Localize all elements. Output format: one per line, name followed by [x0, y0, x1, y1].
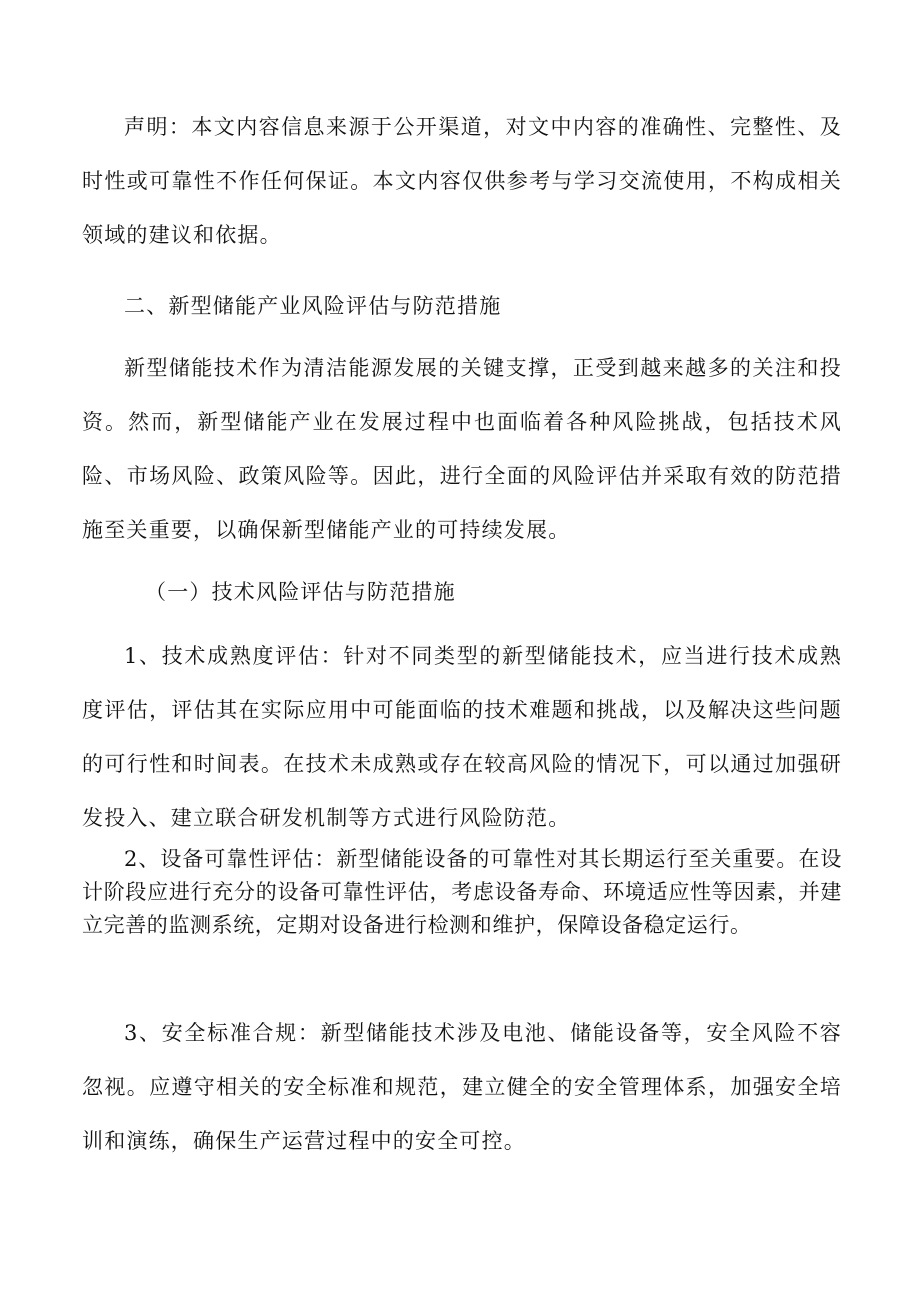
subsection-heading: （一）技术风险评估与防范措施 — [145, 580, 456, 604]
section-heading: 二、新型储能产业风险评估与防范措施 — [124, 294, 502, 318]
item-paragraph-2: 2、设备可靠性评估：新型储能设备的可靠性对其长期运行至关重要。在设计阶段应进行充分的设备可靠性评估，考虑设备寿命、环境适应性等因素，并建立完善的监测系统，定期对设备进行检测和维护，保障设备稳定运行。 — [82, 847, 842, 937]
disclaimer-paragraph: 声明：本文内容信息来源于公开渠道，对文中内容的准确性、完整性、及时性或可靠性不作任何保证。本文内容仅供参考与学习交流使用，不构成相关领域的建议和依据。 — [82, 115, 842, 247]
item-paragraph-3: 3、安全标准合规：新型储能技术涉及电池、储能设备等，安全风险不容忽视。应遵守相关的安全标准和规范，建立健全的安全管理体系，加强安全培训和演练，确保生产运营过程中的安全可控。 — [82, 1021, 842, 1153]
item-paragraph-1: 1、技术成熟度评估：针对不同类型的新型储能技术，应当进行技术成熟度评估，评估其在实际应用中可能面临的技术难题和挑战，以及解决这些问题的可行性和时间表。在技术未成熟或存在较高风险的情况下，可以通过加强研发投入、建立联合研发机制等方式进行风险防范。 — [82, 644, 842, 830]
intro-paragraph: 新型储能技术作为清洁能源发展的关键支撑，正受到越来越多的关注和投资。然而，新型储能产业在发展过程中也面临着各种风险挑战，包括技术风险、市场风险、政策风险等。因此，进行全面的风险评估并采取有效的防范措施至关重要，以确保新型储能产业的可持续发展。 — [82, 356, 842, 542]
